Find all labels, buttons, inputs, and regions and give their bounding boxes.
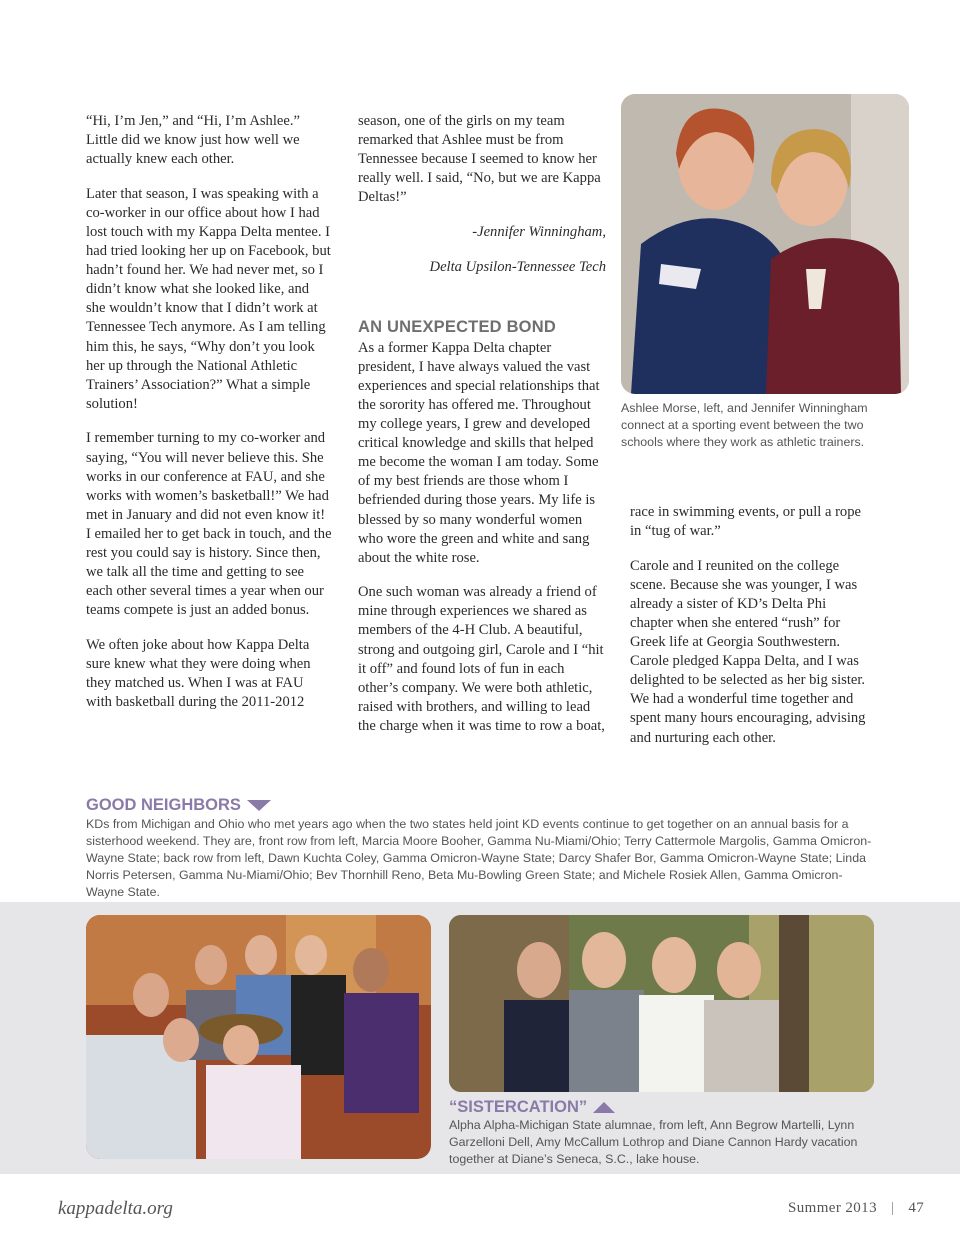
sistercation-caption: Alpha Alpha-Michigan State alumnae, from left, Ann Begrow Martelli, Lynn Garzelloni Dell, Amy McCallum Lothrop and Diane Cannon Hardy vacation together at Diane’s Seneca, S.C., lake house.	[449, 1118, 858, 1166]
paragraph: “Hi, I’m Jen,” and “Hi, I’m Ashlee.” Little did we know just how well we actually knew each other.	[86, 113, 300, 168]
paragraph: season, one of the girls on my team remarked that Ashlee must be from Tennessee because I seemed to know her really well. I said, “No, but we are Kappa Deltas!”	[358, 113, 601, 206]
good-neighbors-title: GOOD NEIGHBORS	[86, 796, 241, 814]
triangle-up-icon	[593, 1102, 615, 1113]
section-subhead: AN UNEXPECTED BOND	[358, 317, 556, 336]
sistercation-title: “SISTERCATION”	[449, 1098, 588, 1116]
photo-image	[621, 94, 909, 394]
article-column-1	[86, 112, 332, 728]
paragraph: Later that season, I was speaking with a co-worker in our office about how I had lost touch with my Kappa Delta mentee. I had tried looking her up on Facebook, but hadn’t found her. We had never met, so I didn’t know what she looked like, and she wouldn’t know that I didn’t work at Tennessee Tech anymore. As I am telling him this, he says, “Why don’t you look her up through the National Athletic Trainers’ Association?” What a simple solution!	[86, 185, 331, 412]
paragraph: I remember turning to my co-worker and saying, “You will never believe this. She works in our conference at FAU, and she works with women’s basketball!” We had met in January and did not even know it! I emailed her to get back in touch, and the rest you could say is history. Since then, we talk all the time and getting to see each other several times a year when our teams compete is just an added bonus.	[86, 430, 332, 619]
paragraph: One such woman was already a friend of mine through experiences we shared as members of the 4-H Club. A beautiful, strong and outgoing girl, Carole and I “hit it off” and found lots of fun in each other’s company. We were both athletic, raised with brothers, and willing to lead the charge when it was time to row a boat,	[358, 584, 605, 734]
photo-caption: Ashlee Morse, left, and Jennifer Winningham connect at a sporting event between the two schools where they work as athletic trainers.	[621, 401, 868, 449]
photo-good-neighbors	[86, 915, 431, 1159]
photo-image	[86, 915, 431, 1159]
footer-issue-page	[788, 1200, 924, 1217]
article-column-2	[358, 112, 606, 752]
triangle-down-icon	[247, 800, 271, 811]
signature-chapter: Delta Upsilon-Tennessee Tech	[429, 258, 606, 275]
good-neighbors-caption: KDs from Michigan and Ohio who met years ago when the two states held joint KD events continue to get together on an annual basis for a sisterhood weekend. They are, front row from left, Marcia Moore Booher, Gamma Nu-Miami/Ohio; Terry Cattermole Margolis, Gamma Omicron-Wayne State; back row from left, Dawn Kuchta Coley, Gamma Omicron-Wayne State; Darcy Shafer Bor, Gamma Omicron-Wayne State; Linda Norris Petersen, Gamma Nu-Miami/Ohio; Bev Thornhill Reno, Beta Mu-Bowling Green State; and Michele Rosiek Allen, Gamma Omicron-Wayne State.	[86, 817, 872, 899]
photo-image	[449, 915, 874, 1092]
photo-ashlee-jennifer	[621, 94, 909, 394]
sistercation-heading	[449, 1098, 615, 1117]
footer-separator: |	[890, 1200, 895, 1216]
footer-issue: Summer 2013	[788, 1200, 877, 1216]
paragraph: Carole and I reunited on the college scene. Because she was younger, I was already a sister of KD’s Delta Phi chapter when she entered “rush” for Greek life at Georgia Southwestern. Carole pledged Kappa Delta, and I was delighted to be selected as her big sister. We had a wonderful time together and spent many hours encouraging, advising and nurturing each other.	[630, 557, 866, 746]
paragraph: race in swimming events, or pull a rope in “tug of war.”	[630, 504, 862, 540]
good-neighbors-heading	[86, 796, 271, 815]
photo-sistercation	[449, 915, 874, 1092]
paragraph: We often joke about how Kappa Delta sure knew what they were doing when they matched us. When I was at FAU with basketball during the 2011-2012	[86, 636, 311, 711]
paragraph: As a former Kappa Delta chapter president, I have always valued the vast experiences and special relationships that the sorority has offered me. Throughout my college years, I grew and developed critical knowledge and skills that helped me become the woman I am today. Some of my best friends are those whom I befriended during those years. My life is blessed by so many wonderful women who wore the green and white and sang about the white rose.	[358, 339, 600, 566]
signature	[358, 223, 606, 277]
footer-site: kappadelta.org	[58, 1198, 173, 1219]
article-column-3	[630, 503, 870, 763]
signature-name: -Jennifer Winningham,	[472, 223, 606, 240]
page-number: 47	[908, 1200, 925, 1216]
